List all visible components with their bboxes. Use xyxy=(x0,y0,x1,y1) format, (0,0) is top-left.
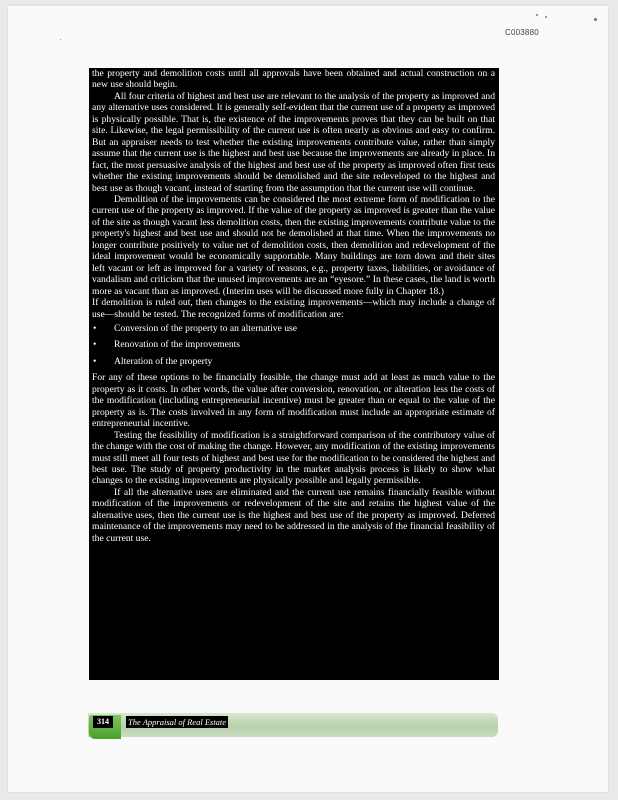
scan-speck xyxy=(594,18,597,21)
paragraph: the property and demolition costs until all approvals have been obtained and actual construction on a new use should begin. xyxy=(92,68,495,91)
paragraph: For any of these options to be financially feasible, the change must add at least as much value to the property as it costs. In other words, the value after conversion, renovation, or alteration less the costs of the modification (including entrepreneurial incentive) must be greater than or equal to the value of the property as is. The costs involved in any form of modification must include an appropriate estimate of entrepreneurial incentive. xyxy=(92,372,495,430)
bullet-icon: • xyxy=(93,355,97,367)
bullet-icon: • xyxy=(93,322,97,334)
list-item-text: Alteration of the property xyxy=(114,355,213,367)
scan-speck xyxy=(536,14,538,16)
paragraph: All four criteria of highest and best use are relevant to the analysis of the property as improved and any alternative uses considered. It is generally self-evident that the current use of a property as improved is physically possible. That is, the existence of the improvements proves that they can be built on that site. Likewise, the legal permissibility of the current use is often nearly as obvious and easy to confirm. But an appraiser needs to test whether the existing improvements contribute value, rather than simply assume that the current use is the highest and best use because the improvements are already in place. In fact, the most persuasive analysis of the highest and best use of the property as improved often first tests whether the existing improvements should be demolished and the site redeveloped to the highest and best use as though vacant, instead of starting from the assumption that the current use will continue. xyxy=(92,90,495,194)
page-number: 314 xyxy=(93,716,113,728)
document-id: C003880 xyxy=(505,28,539,37)
scan-speck xyxy=(60,39,61,40)
list-item xyxy=(92,339,495,350)
paragraph: If all the alternative uses are eliminated and the current use remains financially feasible without modification of the improvements or redevelopment of the site and retains the highest value of the alternative uses, then the current use is the highest and best use of the property as improved. Deferred maintenance of the improvements may need to be addressed in the analysis of the financial feasibility of the current use. xyxy=(92,486,495,544)
list-item xyxy=(92,356,495,367)
paragraph: Testing the feasibility of modification is a straightforward comparison of the contributory value of the change with the cost of making the change. However, any modification of the existing improvements must still meet all four tests of highest and best use for the modification to be considered the highest and best use. The study of property productivity in the market analysis process is likely to show what changes to the existing improvements are physically possible and legally permissible. xyxy=(92,429,495,487)
paragraph: Demolition of the improvements can be considered the most extreme form of modification to the current use of the property as improved. If the value of the property as improved is greater than the value of the site as though vacant less demolition costs, then the existing improvements contribute value to the property's highest and best use and should not be demolished at that time. When the improvements no longer contribute positively to value net of demolition costs, then demolition and redevelopment of the ideal improvement would be economically supportable. Many buildings are torn down and their sites left vacant or left as improved for a variety of reasons, e.g., property taxes, liabilities, or avoidance of vandalism and criticism that the unused improvements are an “eyesore.” In these cases, the land is worth more as vacant than as improved. (Interim uses will be discussed more fully in Chapter 18.) xyxy=(92,193,495,297)
paragraph: If demolition is ruled out, then changes to the existing improvements—which may include a change of use—should be tested. The recognized forms of modification are: xyxy=(92,297,495,320)
bullet-icon: • xyxy=(93,339,97,351)
scan-speck xyxy=(545,16,547,18)
body-text-block xyxy=(89,68,499,680)
list-item-text: Conversion of the property to an alternative use xyxy=(114,322,298,334)
list-item xyxy=(92,323,495,334)
book-title: The Appraisal of Real Estate xyxy=(128,717,227,727)
modification-list xyxy=(92,323,495,367)
list-item-text: Renovation of the improvements xyxy=(114,339,241,351)
